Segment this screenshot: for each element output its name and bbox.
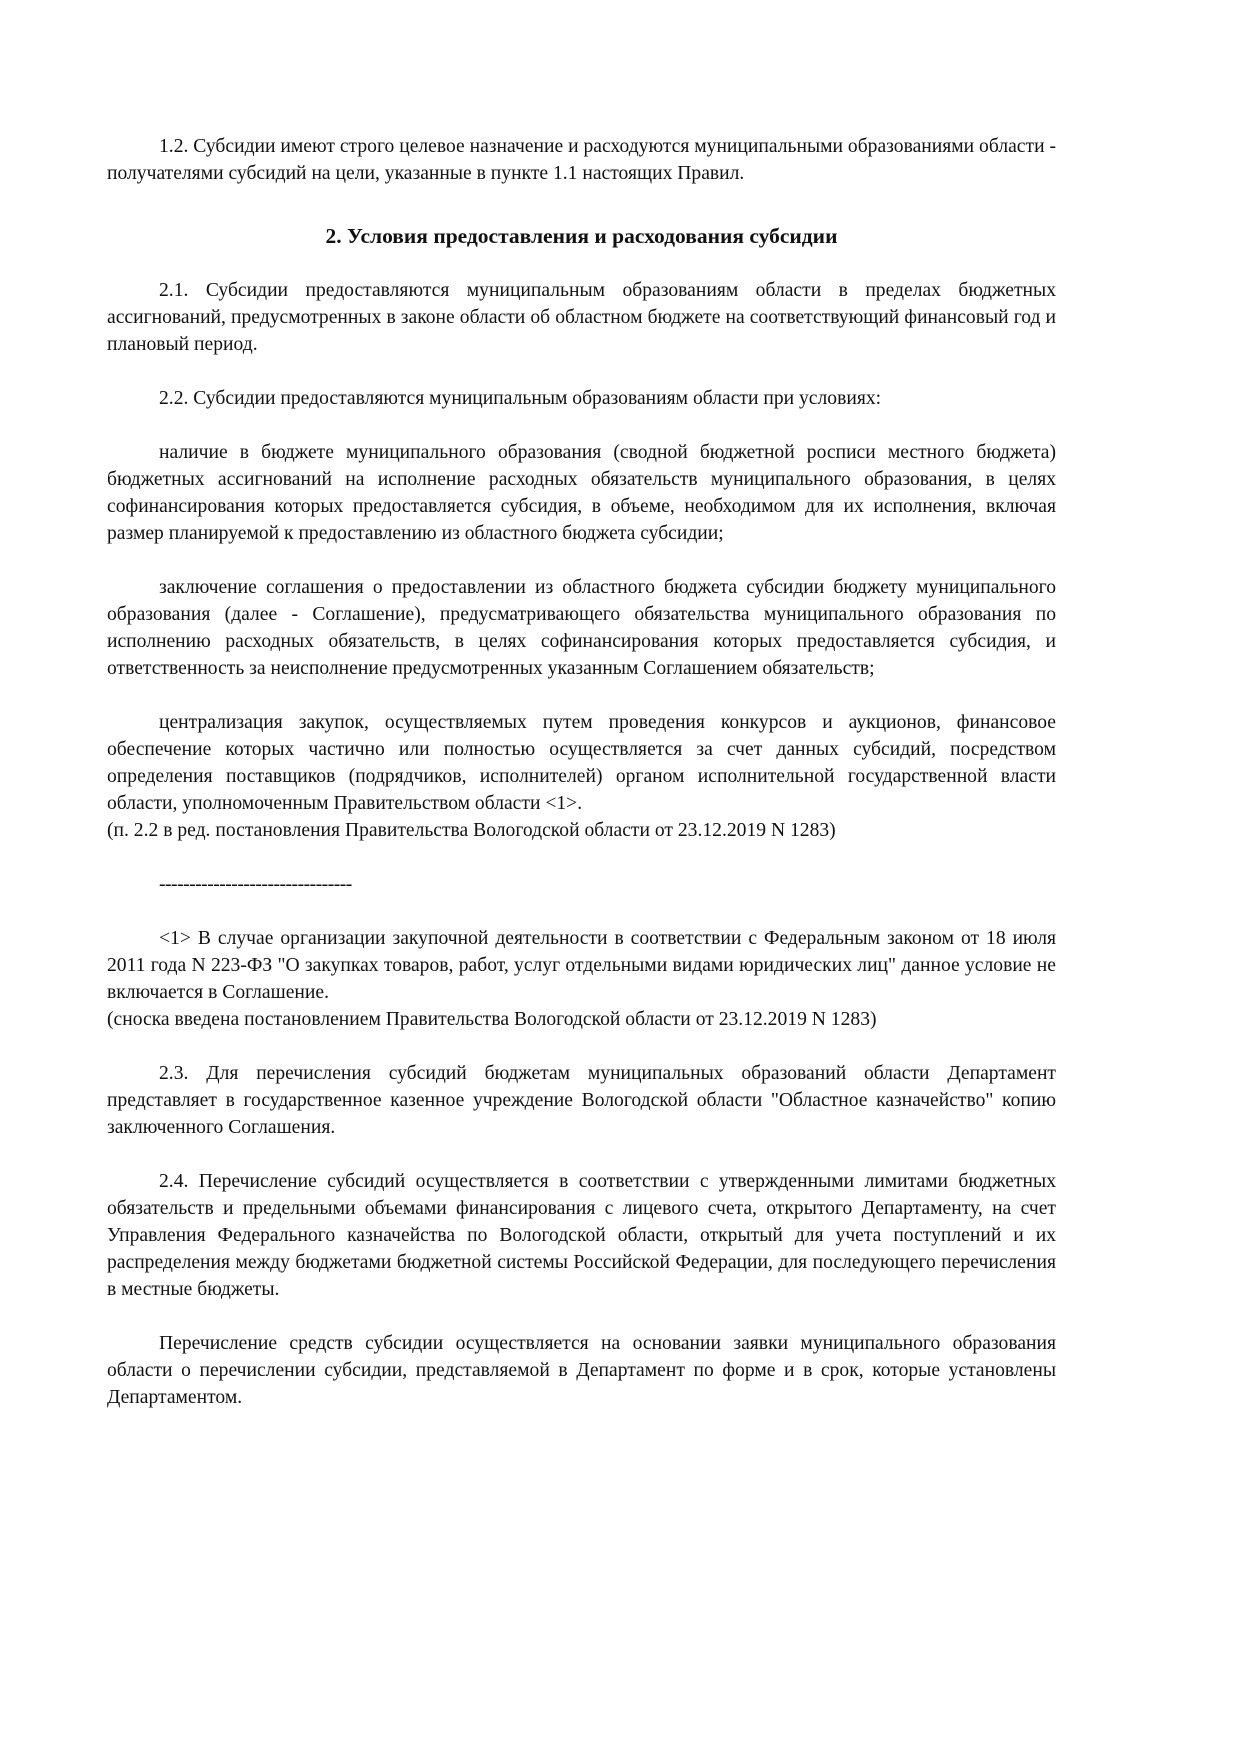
spacer [107, 187, 1056, 221]
section-2-heading: 2. Условия предоставления и расходования субсидии [325, 224, 838, 248]
spacer [107, 682, 1056, 709]
paragraph-2-2-condition-2: заключение соглашения о предоставлении из областного бюджета субсидии бюджету муниципального образования (далее - Соглашение), предусматривающего обязательства муниципального образования по исполнению расходных обязательств, в целях софинансирования которых предоставляется субсидия, и ответственность за неисполнение предусмотренных указанным Соглашением обязательств; [107, 577, 1056, 679]
paragraph-2-4-transfer: Перечисление средств субсидии осуществляется на основании заявки муниципального образования области о перечислении субсидии, представляемой в Департамент по форме и в срок, которые установлены Департаментом. [107, 1333, 1056, 1408]
spacer [107, 1033, 1056, 1060]
paragraph-2-2-condition-1: наличие в бюджете муниципального образования (сводной бюджетной росписи местного бюджета) бюджетных ассигнований на исполнение расходных обязательств муниципального образования, в целях софинансирования которых предоставляется субсидия, в объеме, необходимом для их исполнения, включая размер планируемой к предоставлению из областного бюджета субсидии; [107, 442, 1056, 544]
spacer [107, 547, 1056, 574]
paragraph-2-2-condition-3: централизация закупок, осуществляемых путем проведения конкурсов и аукционов, финансовое обеспечение которых частично или полностью осуществляется за счет данных субсидий, посредством определения поставщиков (подрядчиков, исполнителей) органом исполнительной государственной власти области, уполномоченным Правительством области <1>. [107, 712, 1056, 814]
footnote-1: <1> В случае организации закупочной деятельности в соответствии с Федеральным законом от 18 июля 2011 года N 223-ФЗ "О закупках товаров, работ, услуг отдельными видами юридических лиц" данное условие не включается в Соглашение. [107, 928, 1056, 1003]
footnote-separator: -------------------------------- [159, 874, 352, 895]
paragraph-2-2: 2.2. Субсидии предоставляются муниципальным образованиям области при условиях: [159, 388, 882, 409]
document-page [107, 133, 1056, 1411]
spacer [107, 898, 1056, 925]
spacer [107, 1303, 1056, 1330]
paragraph-1-2: 1.2. Субсидии имеют строго целевое назначение и расходуются муниципальными образованиями области - получателями субсидий на цели, указанные в пункте 1.1 настоящих Правил. [107, 136, 1056, 184]
spacer [107, 844, 1056, 871]
spacer [107, 358, 1056, 385]
spacer [107, 1141, 1056, 1168]
paragraph-2-3: 2.3. Для перечисления субсидий бюджетам муниципальных образований области Департамент представляет в государственное казенное учреждение Вологодской области "Областное казначейство" копию заключенного Соглашения. [107, 1063, 1056, 1138]
spacer [107, 412, 1056, 439]
paragraph-2-1: 2.1. Субсидии предоставляются муниципальным образованиям области в пределах бюджетных ассигнований, предусмотренных в законе области об областном бюджете на соответствующий финансовый год и плановый период. [107, 280, 1056, 355]
footnote-1-amendment-note: (сноска введена постановлением Правительства Вологодской области от 23.12.2019 N 1283) [107, 1009, 877, 1030]
spacer [107, 251, 1056, 277]
paragraph-2-4: 2.4. Перечисление субсидий осуществляется в соответствии с утвержденными лимитами бюджетных обязательств и предельными объемами финансирования с лицевого счета, открытого Департаменту, на счет Управления Федерального казначейства по Вологодской области, открытый для учета поступлений и их распределения между бюджетами бюджетной системы Российской Федерации, для последующего перечисления в местные бюджеты. [107, 1171, 1056, 1300]
paragraph-2-2-amendment-note: (п. 2.2 в ред. постановления Правительства Вологодской области от 23.12.2019 N 1283) [107, 820, 836, 841]
